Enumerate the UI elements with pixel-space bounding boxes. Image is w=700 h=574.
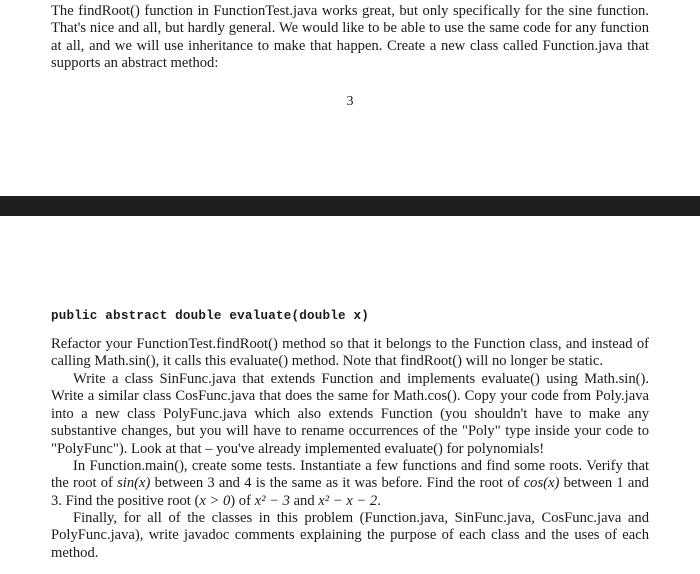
tests-text-e: and	[289, 492, 319, 509]
tests-text-b: between 3 and 4 is the same as it was before. Find the root of	[150, 475, 524, 492]
math-cos: cos(x)	[523, 475, 560, 492]
code-signature: public abstract double evaluate(double x)	[51, 309, 370, 323]
math-sin: sin(x)	[117, 475, 151, 492]
tests-text-c: between 1 and 3. Find the positive root (	[51, 475, 649, 509]
bottom-page	[0, 216, 700, 574]
tests-paragraph	[51, 458, 649, 510]
math-condition: x > 0	[199, 492, 231, 509]
tests-text-f: .	[377, 492, 381, 509]
page-number: 3	[346, 94, 354, 109]
page-break-divider	[0, 196, 700, 216]
top-page	[0, 0, 700, 196]
math-poly-2: x² − x − 2	[318, 492, 378, 509]
refactor-paragraph: Refactor your FunctionTest.findRoot() method so that it belongs to the Function class, and instead of calling Math.sin(), it calls this evaluate() method. Note that findRoot() will no longer be static.	[51, 336, 649, 370]
tests-text-d: ) of	[230, 492, 255, 509]
subclass-paragraph: Write a class SinFunc.java that extends Function and implements evaluate() using Math.sin(). Write a similar class CosFunc.java that does the same for Math.cos(). Copy your code from Poly.java into a new class PolyFunc.java which also extends Function (you shouldn't have to make any substantive changes, but you will have to rename occurrences of the "Poly" type inside your code to "PolyFunc"). Look at that – you've already implemented evaluate() for polynomials!	[51, 371, 649, 457]
tests-text-a: In Function.main(), create some tests. Instantiate a few functions and find some roots. Verify that the root of	[51, 458, 649, 492]
javadoc-paragraph: Finally, for all of the classes in this problem (Function.java, SinFunc.java, CosFunc.java and PolyFunc.java), write javadoc comments explaining the purpose of each class and the uses of each method.	[51, 510, 649, 561]
intro-paragraph: The findRoot() function in FunctionTest.java works great, but only specifically for the sine function. That's nice and all, but hardly general. We would like to be able to use the same code for any function at all, and we will use inheritance to make that happen. Create a new class called Function.java that supports an abstract method:	[51, 3, 649, 72]
math-poly-1: x² − 3	[254, 492, 290, 509]
